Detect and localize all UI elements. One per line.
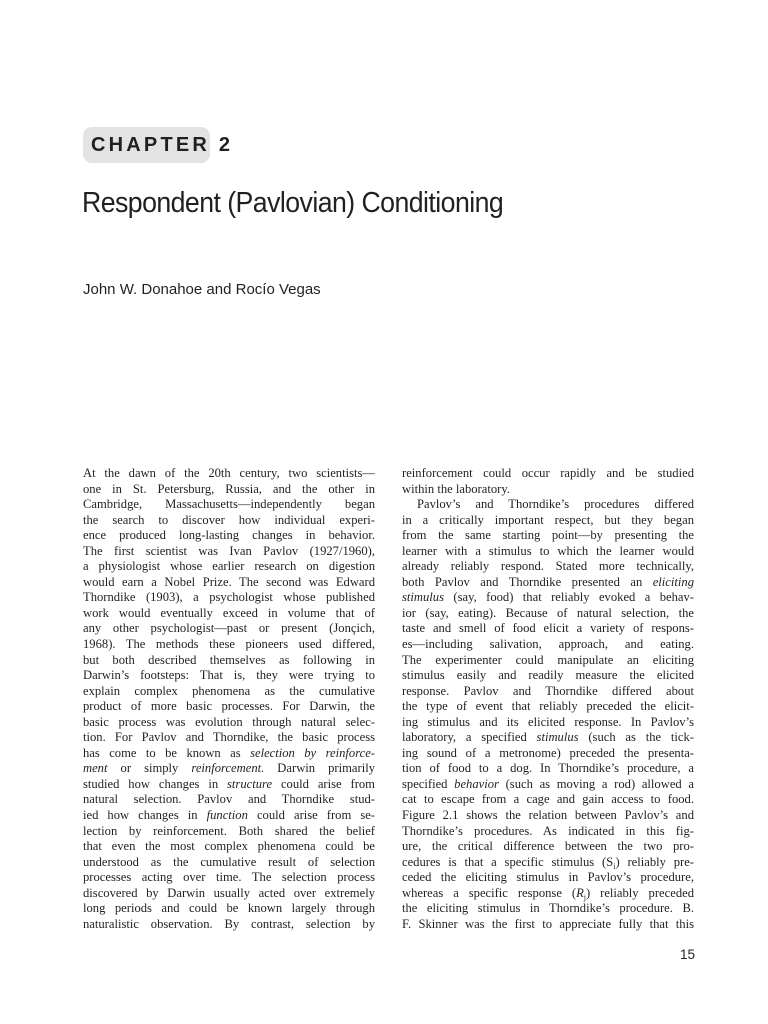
body-column-left [83, 466, 375, 932]
text-line: reinforcement could occur rapidly and be studied [402, 466, 694, 480]
text-line: cedures is that a specific stimulus $(S_i)$ reliably pre- [402, 854, 694, 871]
text-line: Pavlov’s and Thorndike’s procedures differed [417, 497, 694, 512]
text-line: any other psychologist—past or present (Jonçich, [83, 621, 375, 636]
text-line: es—including salivation, approach, and eating. [402, 637, 694, 652]
text-line: response. Pavlov and Thorndike differed about [402, 683, 694, 698]
text-line: the search to discover how individual experi- [83, 512, 375, 527]
text-line: taste and smell of food elicit a variety of respons- [402, 621, 694, 636]
text-line: basic process was evolution through natural selec- [83, 714, 375, 729]
text-line: the eliciting stimulus in Thorndike’s procedure. B. [402, 901, 694, 916]
text-line: processes acting over time. The selection process [83, 870, 375, 885]
text-line: but both described themselves as following in [83, 652, 375, 667]
text-line: ior (say, eating). Because of natural selection, the [402, 605, 694, 620]
text-line: learner with a stimulus to which the learner would [402, 543, 694, 558]
text-line: Cambridge, Massachusetts—independently began [83, 497, 375, 512]
text-line: specified behavior (such as moving a rod) allowed a [402, 776, 694, 791]
text-line: within the laboratory. [402, 481, 510, 496]
chapter-authors: John W. Donahoe and Rocío Vegas [83, 281, 321, 298]
text-line: studied how changes in structure could arise from [83, 776, 375, 791]
text-line: stimulus (say, food) that reliably evoked a behav- [402, 590, 694, 605]
text-line: ing stimulus and its elicited response. In Pavlov’s [402, 714, 694, 729]
text-line: the type of event that reliably preceded the elicit- [402, 699, 694, 714]
page-number: 15 [679, 947, 695, 962]
text-line: in a critically important respect, but they began [402, 512, 694, 527]
text-line: ied how changes in function could arise from se- [83, 808, 376, 823]
text-line: lection by reinforcement. Both shared the belief [83, 823, 375, 838]
text-line: both Pavlov and Thorndike presented an eliciting [402, 574, 694, 589]
text-line: Thorndike’s procedures. As indicated in this fig- [402, 823, 694, 838]
text-line: that even the most complex phenomena could be [83, 839, 375, 854]
text-line: At the dawn of the 20th century, two scientists— [83, 466, 375, 480]
text-line: F. Skinner was the first to appreciate fully that this [402, 916, 694, 931]
text-line: naturalistic observation. By contrast, selection by [83, 916, 375, 931]
text-line: The first scientist was Ivan Pavlov (1927/1960), [83, 543, 375, 558]
text-line: a physiologist whose earlier research on digestion [83, 559, 375, 574]
text-line: one in St. Petersburg, Russia, and the other in [83, 481, 375, 496]
text-line: understood as the cumulative result of selection [83, 854, 375, 869]
text-line: tion. For Pavlov and Thorndike, the basic process [83, 730, 375, 745]
text-line: work would eventually exceed in volume that of [83, 605, 375, 620]
text-line: from the same starting point—by presenting the [402, 528, 694, 543]
text-line: Darwin’s footsteps: That is, they were trying to [83, 668, 375, 683]
text-line: discovered by Darwin usually acted over extremely [83, 885, 375, 900]
text-line: cat to escape from a cage and gain access to food. [402, 792, 694, 807]
text-line: ing sound of a metronome) preceded the presenta- [402, 745, 694, 760]
chapter-label: CHAPTER 2 [83, 127, 210, 163]
text-line: ure, the critical difference between the two pro- [402, 839, 694, 854]
text-line: laboratory, a specified stimulus (such as the tick- [402, 730, 694, 745]
text-line: explain complex phenomena as the cumulative [83, 683, 375, 698]
text-line: natural selection. Pavlov and Thorndike stud- [83, 792, 375, 807]
text-line: stimulus easily and readily measure the elicited [402, 668, 694, 683]
text-line: product of more basic processes. For Darwin, the [83, 699, 375, 714]
chapter-title: Respondent (Pavlovian) Conditioning [82, 187, 504, 219]
text-line: ceded the eliciting stimulus in Pavlov’s procedure, [402, 870, 694, 885]
text-line: Figure 2.1 shows the relation between Pavlov’s and [402, 808, 694, 823]
text-line: has come to be known as selection by reinforce- [83, 745, 375, 760]
text-line: long periods and could be known largely through [83, 901, 375, 916]
text-line: The experimenter could manipulate an eliciting [402, 652, 694, 667]
text-line: Thorndike (1903), a psychologist whose published [83, 590, 375, 605]
text-line: ence produced long-lasting changes in behavior. [83, 528, 375, 543]
text-line: 1968). The methods these pioneers used differed, [83, 637, 375, 652]
text-line: already reliably respond. Stated more technically, [402, 559, 694, 574]
text-line: ment or simply reinforcement. Darwin primarily [83, 761, 375, 776]
text-line: whereas a specific response $(R_j)$ reliably preceded [402, 885, 694, 902]
text-line: tion of food to a dog. In Thorndike’s procedure, a [402, 761, 694, 776]
text-line: would earn a Nobel Prize. The second was Edward [83, 574, 375, 589]
body-column-right [402, 466, 694, 932]
